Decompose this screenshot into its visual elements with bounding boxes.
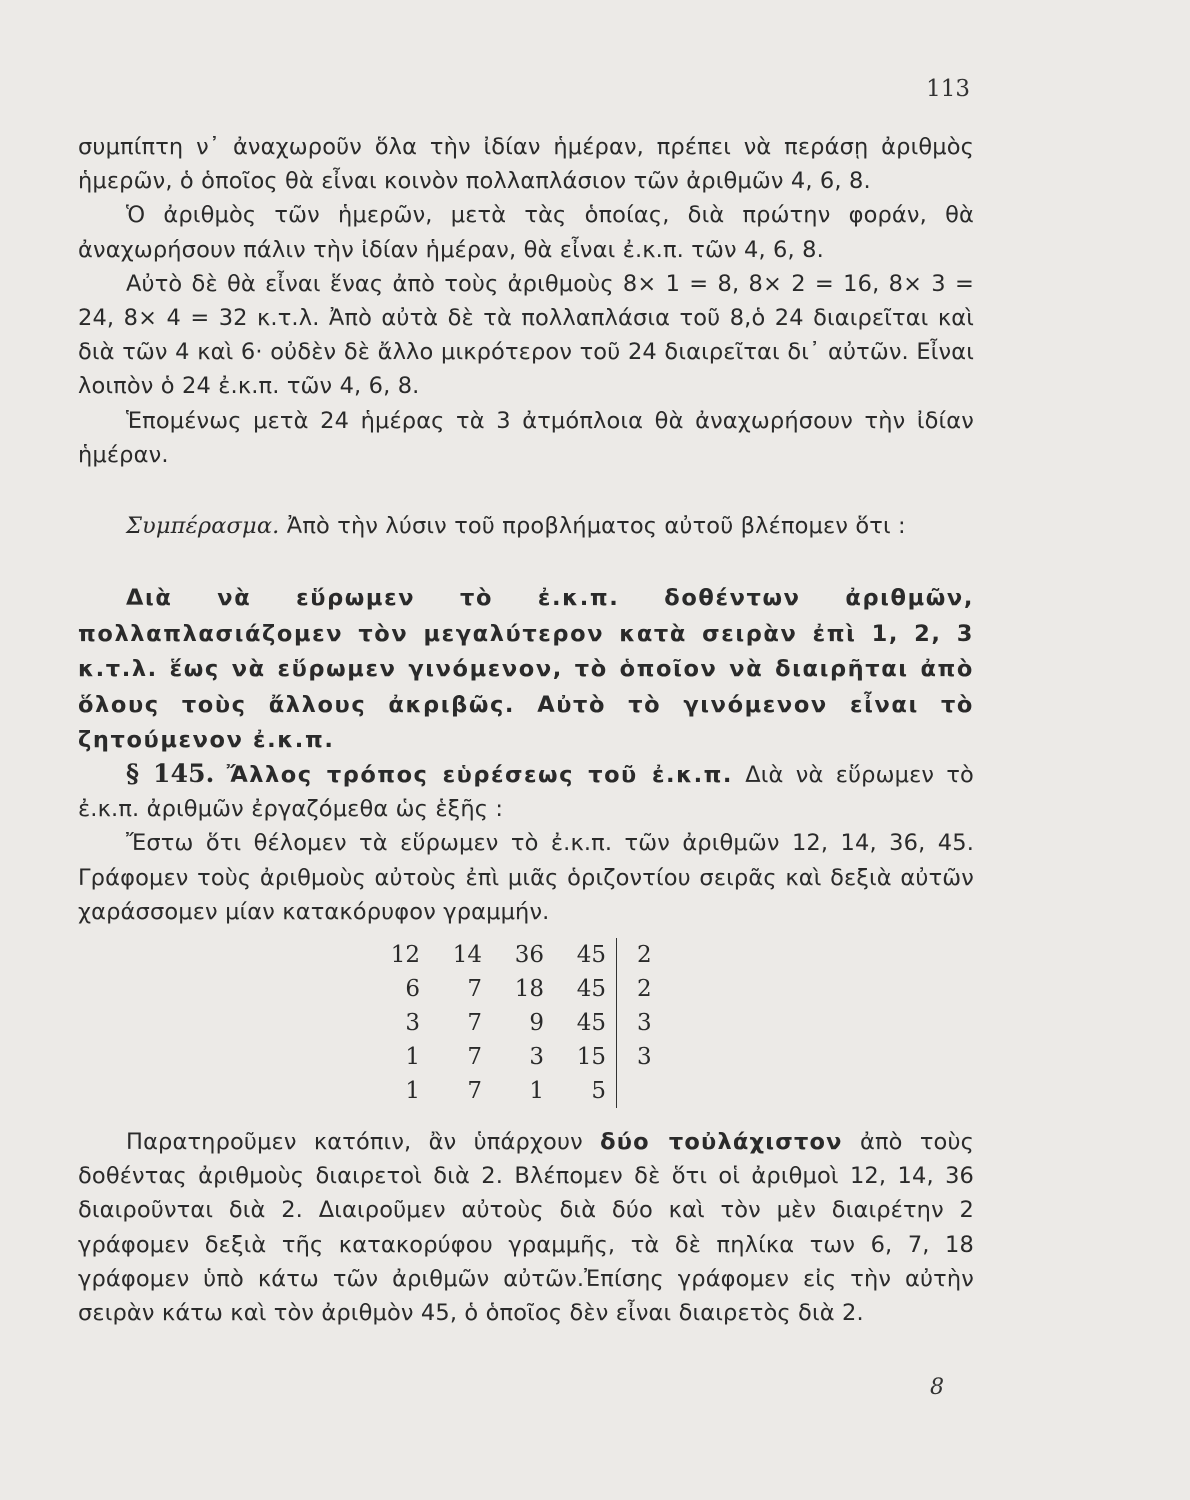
- division-cell: 6: [405, 976, 420, 1002]
- divisor-cell: 3: [617, 1006, 688, 1040]
- division-cell: 7: [467, 976, 482, 1002]
- closing-part1: Παρατηροῦμεν κατόπιν, ἂν ὑπάρχουν: [126, 1129, 601, 1155]
- division-row: [380, 1040, 687, 1074]
- conclusion: [78, 509, 974, 543]
- paragraph: Ὁ ἀριθμὸς τῶν ἡμερῶν, μετὰ τὰς ὁποίας, διὰ πρώτην φοράν, θὰ ἀναχωρήσουν πάλιν τὴν ἰδίαν ἡμέραν, θὰ εἶναι ἐ.κ.π. τῶν 4, 6, 8.: [78, 202, 974, 263]
- conclusion-text: Ἀπὸ τὴν λύσιν τοῦ προβλήματος αὐτοῦ βλέπομεν ὅτι :: [279, 513, 906, 539]
- divisor-cell: 2: [617, 938, 688, 972]
- division-cell: 45: [576, 942, 606, 968]
- division-cell: 7: [467, 1044, 482, 1070]
- division-row: [380, 1074, 687, 1108]
- division-cell: 18: [514, 976, 544, 1002]
- division-cell: 7: [467, 1078, 482, 1104]
- division-row: [380, 972, 687, 1006]
- section-145: [78, 757, 974, 929]
- divisor-cell: 2: [617, 972, 688, 1006]
- division-cell: 15: [576, 1044, 606, 1070]
- closing-part2: ἀπὸ τοὺς δοθέντας ἀριθμοὺς διαιρετοὶ διὰ 2. Βλέπομεν δὲ ὅτι οἱ ἀριθμοὶ 12, 14, 36 διαιροῦνται διὰ 2. Διαιροῦμεν αὐτοὺς διὰ δύο καὶ τὸν μὲν διαιρέτην 2 γράφομεν δεξιὰ τῆς κατακορύφου γραμμῆς, τὰ δὲ πηλίκα των 6, 7, 18 γράφομεν ὑπὸ κάτω τῶν ἀριθμῶν αὐτῶν.Ἐπίσης γράφομεν εἰς τὴν αὐτὴν σειρὰν κάτω καὶ τὸν ἀριθμὸν 45, ὁ ὁποῖος δὲν εἶναι διαιρετὸς διὰ 2.: [78, 1129, 974, 1327]
- intro-text: [78, 130, 974, 472]
- division-cell: 9: [529, 1010, 544, 1036]
- page-number: 113: [926, 76, 970, 102]
- closing-bold: δύο τοὐλάχιστον: [600, 1129, 843, 1155]
- division-table: [380, 938, 687, 1108]
- paragraph: Ἑπομένως μετὰ 24 ἡμέρας τὰ 3 ἀτμόπλοια θὰ ἀναχωρήσουν τὴν ἰδίαν ἡμέραν.: [78, 407, 974, 468]
- closing-text: [78, 1125, 974, 1330]
- divisor-cell: [617, 1074, 688, 1108]
- division-cell: 45: [576, 976, 606, 1002]
- signature-mark: 8: [930, 1375, 944, 1400]
- division-cell: 45: [576, 1010, 606, 1036]
- conclusion-label: Συμπέρασμα.: [126, 513, 280, 539]
- division-cell: 1: [529, 1078, 544, 1104]
- closing-paragraph: [78, 1125, 974, 1330]
- division-cell: 1: [405, 1044, 420, 1070]
- division-cell: 14: [452, 942, 482, 968]
- section-title: Ἄλλος τρόπος εὑρέσεως τοῦ ἐ.κ.π.: [226, 762, 733, 788]
- division-cell: 5: [591, 1078, 606, 1104]
- division-cell: 3: [529, 1044, 544, 1070]
- divisor-cell: 3: [617, 1040, 688, 1074]
- division-row: [380, 1006, 687, 1040]
- section-example: Ἔστω ὅτι θέλομεν τὰ εὕρωμεν τὸ ἐ.κ.π. τῶν ἀριθμῶν 12, 14, 36, 45. Γράφομεν τοὺς ἀριθμοὺς αὐτοὺς ἐπὶ μιᾶς ὁριζοντίου σειρᾶς καὶ δεξιὰ αὐτῶν χαράσσομεν μίαν κατακόρυφον γραμμήν.: [78, 830, 974, 925]
- rule-box: [78, 581, 974, 759]
- division-row: [380, 938, 687, 972]
- section-number: § 145.: [126, 759, 215, 788]
- section-heading: [78, 757, 974, 826]
- paragraph: Αὐτὸ δὲ θὰ εἶναι ἕνας ἀπὸ τοὺς ἀριθμοὺς 8× 1 = 8, 8× 2 = 16, 8× 3 = 24, 8× 4 = 32 κ.τ.λ. Ἀπὸ αὐτὰ δὲ τὰ πολλαπλάσια τοῦ 8,ὁ 24 διαιρεῖται καὶ διὰ τῶν 4 καὶ 6· οὐδὲν δὲ ἄλλο μικρότερον τοῦ 24 διαιρεῖται δι᾽ αὐτῶν. Εἶναι λοιπὸν ὁ 24 ἐ.κ.π. τῶν 4, 6, 8.: [78, 270, 974, 400]
- section-intro: Διὰ νὰ εὕρωμεν τὸ ἐ.κ.π. ἀριθμῶν ἐργαζόμεθα ὡς ἑξῆς :: [78, 762, 974, 823]
- division-cell: 1: [405, 1078, 420, 1104]
- rule-text: Διὰ νὰ εὕρωμεν τὸ ἐ.κ.π. δοθέντων ἀριθμῶν, πολλαπλασιάζομεν τὸν μεγαλύτερον κατὰ σειρὰν ἐπὶ 1, 2, 3 κ.τ.λ. ἕως νὰ εὕρωμεν γινόμενον, τὸ ὁποῖον νὰ διαιρῆται ἀπὸ ὅλους τοὺς ἄλλους ἀκριβῶς. Αὐτὸ τὸ γινόμενον εἶναι τὸ ζητούμενον ἐ.κ.π.: [78, 585, 974, 753]
- conclusion-paragraph: [78, 509, 974, 543]
- division-cell: 3: [405, 1010, 420, 1036]
- division-cell: 36: [514, 942, 544, 968]
- division-cell: 7: [467, 1010, 482, 1036]
- paragraph: συμπίπτη ν᾽ ἀναχωροῦν ὅλα τὴν ἰδίαν ἡμέραν, πρέπει νὰ περάσῃ ἀριθμὸς ἡμερῶν, ὁ ὁποῖος θὰ εἶναι κοινὸν πολλαπλάσιον τῶν ἀριθμῶν 4, 6, 8.: [78, 134, 974, 195]
- division-cell: 12: [390, 942, 420, 968]
